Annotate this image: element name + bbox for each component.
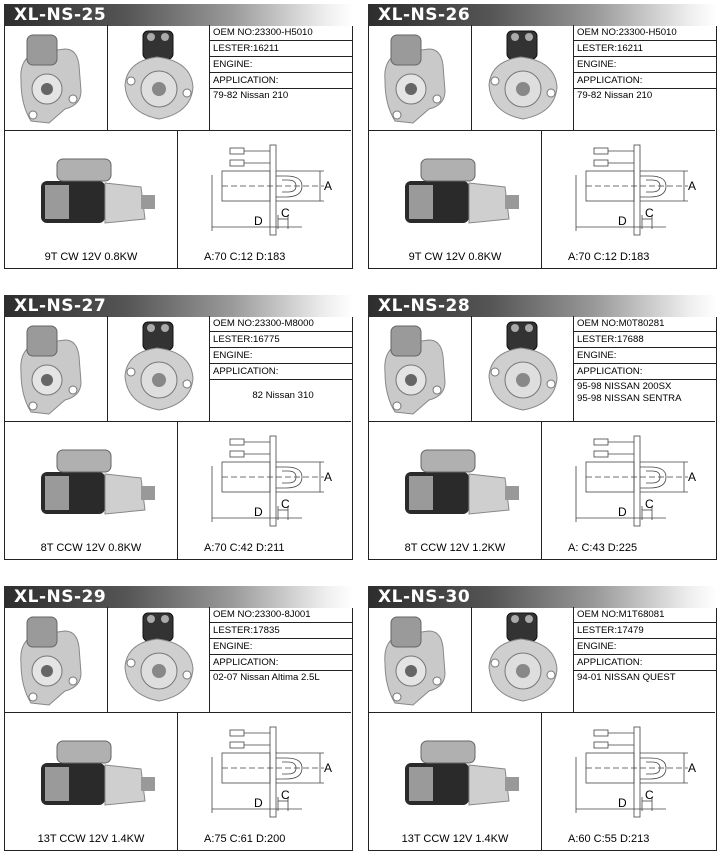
lester-number: LESTER:16211 <box>209 41 353 57</box>
dimension-a-label: A <box>688 179 697 193</box>
product-card-xl-ns-27 <box>4 295 353 560</box>
dimension-a-label: A <box>688 470 697 484</box>
starter-front-photo <box>5 316 108 421</box>
dimension-d-label: D <box>618 796 627 810</box>
dimension-diagram <box>542 713 716 850</box>
starter-front-photo <box>369 607 472 712</box>
starter-side-photo <box>5 422 177 559</box>
dimension-c-label: C <box>281 206 290 220</box>
application-label: APPLICATION: <box>573 364 717 380</box>
dimension-a-label: A <box>324 179 333 193</box>
starter-front-photo <box>369 25 472 130</box>
oem-number: OEM NO:M1T68081 <box>573 607 717 623</box>
application-value: 02-07 Nissan Altima 2.5L <box>213 672 320 683</box>
starter-rear-photo <box>471 607 574 712</box>
application-value: 95-98 NISSAN 200SX 95-98 NISSAN SENTRA <box>577 381 682 404</box>
dimension-values: A:70 C:42 D:211 <box>204 542 285 554</box>
electrical-spec: 8T CCW 12V 0.8KW <box>40 542 142 554</box>
dimension-d-label: D <box>254 214 263 228</box>
starter-side-photo <box>369 422 541 559</box>
product-card-xl-ns-25 <box>4 4 353 269</box>
dimension-c-label: C <box>645 497 654 511</box>
model-number: XL-NS-30 <box>378 587 471 607</box>
card-header <box>4 295 353 317</box>
dimension-values: A:70 C:12 D:183 <box>204 251 286 263</box>
starter-side-photo <box>369 713 541 850</box>
dimension-c-label: C <box>281 788 290 802</box>
engine-field: ENGINE: <box>573 639 717 655</box>
oem-number: OEM NO:23300-H5010 <box>209 25 353 41</box>
spec-info-table <box>573 25 717 130</box>
starter-front-photo <box>369 316 472 421</box>
card-header <box>368 586 717 608</box>
dimension-a-label: A <box>324 470 333 484</box>
dimension-d-label: D <box>254 796 263 810</box>
dimension-diagram <box>542 422 716 559</box>
card-header <box>4 586 353 608</box>
oem-number: OEM NO:23300-8J001 <box>209 607 353 623</box>
application-label: APPLICATION: <box>209 655 353 671</box>
model-number: XL-NS-26 <box>378 5 471 25</box>
application-value: 79-82 Nissan 210 <box>577 90 653 101</box>
spec-info-table <box>209 25 353 130</box>
starter-side-photo <box>369 131 541 268</box>
engine-field: ENGINE: <box>573 348 717 364</box>
dimension-d-label: D <box>254 505 263 519</box>
oem-number: OEM NO:23300-H5010 <box>573 25 717 41</box>
engine-field: ENGINE: <box>209 348 353 364</box>
card-header <box>368 295 717 317</box>
starter-rear-photo <box>107 607 210 712</box>
card-header <box>368 4 717 26</box>
model-number: XL-NS-29 <box>14 587 107 607</box>
oem-number: OEM NO:M0T80281 <box>573 316 717 332</box>
product-card-xl-ns-26 <box>368 4 717 269</box>
starter-side-photo <box>5 713 177 850</box>
application-label: APPLICATION: <box>209 364 353 380</box>
dimension-values: A:60 C:55 D:213 <box>568 833 650 845</box>
dimension-a-label: A <box>688 761 697 775</box>
dimension-values: A:75 C:61 D:200 <box>204 833 286 845</box>
dimension-d-label: D <box>618 214 627 228</box>
oem-number: OEM NO:23300-M8000 <box>209 316 353 332</box>
starter-rear-photo <box>471 25 574 130</box>
engine-field: ENGINE: <box>209 639 353 655</box>
electrical-spec: 9T CW 12V 0.8KW <box>408 251 502 263</box>
application-label: APPLICATION: <box>573 655 717 671</box>
application-label: APPLICATION: <box>209 73 353 89</box>
application-value: 94-01 NISSAN QUEST <box>577 672 676 683</box>
lester-number: LESTER:17688 <box>573 332 717 348</box>
starter-rear-photo <box>471 316 574 421</box>
starter-rear-photo <box>107 25 210 130</box>
dimension-diagram <box>178 131 352 268</box>
starter-side-photo <box>5 131 177 268</box>
model-number: XL-NS-27 <box>14 296 107 316</box>
product-card-xl-ns-30 <box>368 586 717 851</box>
lester-number: LESTER:16211 <box>573 41 717 57</box>
starter-front-photo <box>5 607 108 712</box>
dimension-values: A: C:43 D:225 <box>568 542 638 554</box>
electrical-spec: 8T CCW 12V 1.2KW <box>404 542 506 554</box>
spec-info-table <box>209 316 353 421</box>
application-value: 82 Nissan 310 <box>252 390 314 401</box>
spec-info-table <box>209 607 353 712</box>
electrical-spec: 13T CCW 12V 1.4KW <box>401 833 509 845</box>
lester-number: LESTER:17835 <box>209 623 353 639</box>
dimension-c-label: C <box>281 497 290 511</box>
engine-field: ENGINE: <box>209 57 353 73</box>
lester-number: LESTER:16775 <box>209 332 353 348</box>
product-card-xl-ns-28 <box>368 295 717 560</box>
product-card-xl-ns-29 <box>4 586 353 851</box>
spec-info-table <box>573 316 717 421</box>
electrical-spec: 13T CCW 12V 1.4KW <box>37 833 145 845</box>
model-number: XL-NS-25 <box>14 5 107 25</box>
dimension-d-label: D <box>618 505 627 519</box>
engine-field: ENGINE: <box>573 57 717 73</box>
dimension-c-label: C <box>645 206 654 220</box>
dimension-a-label: A <box>324 761 333 775</box>
lester-number: LESTER:17479 <box>573 623 717 639</box>
starter-front-photo <box>5 25 108 130</box>
card-header <box>4 4 353 26</box>
dimension-c-label: C <box>645 788 654 802</box>
dimension-diagram <box>542 131 716 268</box>
application-value: 79-82 Nissan 210 <box>213 90 289 101</box>
application-label: APPLICATION: <box>573 73 717 89</box>
model-number: XL-NS-28 <box>378 296 471 316</box>
dimension-diagram <box>178 422 352 559</box>
spec-info-table <box>573 607 717 712</box>
electrical-spec: 9T CW 12V 0.8KW <box>44 251 138 263</box>
starter-rear-photo <box>107 316 210 421</box>
dimension-values: A:70 C:12 D:183 <box>568 251 650 263</box>
dimension-diagram <box>178 713 352 850</box>
